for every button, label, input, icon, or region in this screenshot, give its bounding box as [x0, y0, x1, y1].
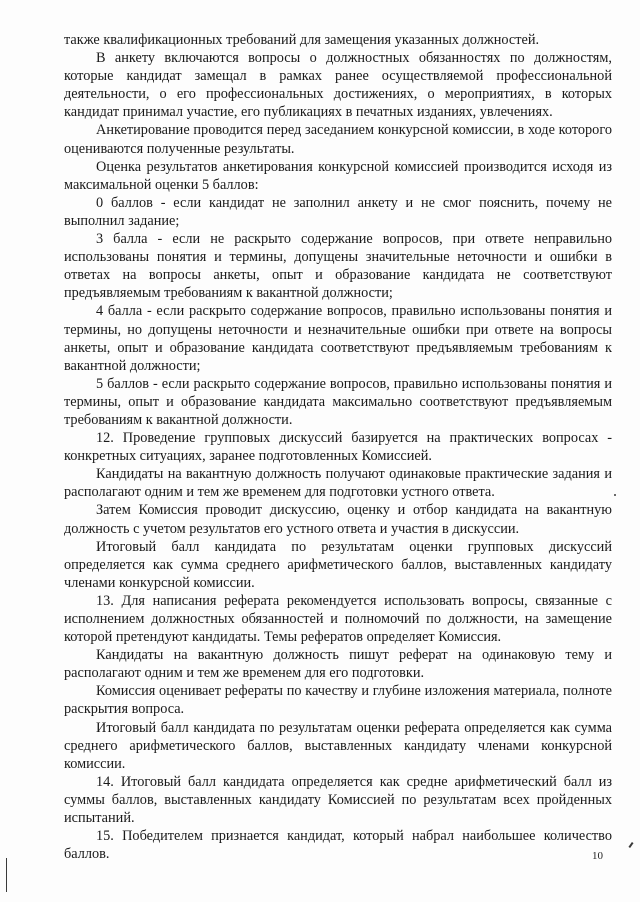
- paragraph-discussion-score: Итоговый балл кандидата по результатам оценки групповых дискуссий определяется как сумма среднего арифметического баллов, выставленных кандидату членами конкурсной комиссии.: [64, 538, 612, 591]
- paragraph-essay-score: Итоговый балл кандидата по результатам оценки реферата определяется как сумма среднего арифметического баллов, выставленных кандидату членами конкурсной комиссии.: [64, 719, 612, 772]
- paragraph-discussion-tasks: Кандидаты на вакантную должность получают одинаковые практические задания и располагают одним и тем же временем для подготовки устного ответа.: [64, 466, 612, 501]
- paragraph-section-13: 13. Для написания реферата рекомендуется использовать вопросы, связанные с исполнением должностных обязанностей и полномочий по должности, на замещение которой претендуют кандидаты. Темы рефератов определяет Комиссия.: [64, 592, 612, 646]
- paragraph-discussion-selection: Затем Комиссия проводит дискуссию, оценку и отбор кандидата на вакантную должность с учетом результатов его устного ответа и участия в дискуссии.: [64, 502, 612, 537]
- paragraph-section-15: 15. Победителем признается кандидат, который набрал наибольшее количество баллов.: [64, 828, 612, 863]
- paragraph-score-5: 5 баллов - если раскрыто содержание вопросов, правильно использованы понятия и термины, опыт и образование кандидата максимально соответствуют предъявляемым требованиям к вакантной должности.: [64, 375, 612, 428]
- paragraph-section-14: 14. Итоговый балл кандидата определяется как средне арифметический балл из суммы баллов, выставленных кандидату Комиссией по результатам всех пройденных испытаний.: [64, 773, 612, 827]
- paragraph-essay-evaluation: Комиссия оценивает рефераты по качеству и глубине изложения материала, полноте раскрытия вопроса.: [64, 683, 612, 718]
- paragraph-questionnaire-content: В анкету включаются вопросы о должностных обязанностях по должностям, которые кандидат замещал в рамках ранее осуществляемой профессиональной деятельности, о его профессиональных достижениях, о мероприятиях, в которых кандидат принимал участие, его публикациях в печатных изданиях, увлечениях.: [64, 50, 612, 121]
- paragraph-scoring-intro: Оценка результатов анкетирования конкурсной комиссией производится исходя из максимальной оценки 5 баллов:: [64, 158, 612, 193]
- document-body: [64, 31, 612, 863]
- scan-dust-dot: [614, 494, 616, 496]
- page-number: 10: [592, 850, 603, 862]
- paragraph-score-3: 3 балла - если не раскрыто содержание вопросов, при ответе неправильно использованы понятия и термины, допущены значительные неточности и ошибки в ответах на вопросы анкеты, опыт и образование кандидата не соответствуют предъявляемым требованиям к вакантной должности;: [64, 231, 612, 302]
- paragraph-questionnaire-timing: Анкетирование проводится перед заседанием конкурсной комиссии, в ходе которого оцениваются полученные результаты.: [64, 122, 612, 157]
- paragraph-score-4: 4 балла - если раскрыто содержание вопросов, правильно использованы понятия и термины, но допущены неточности и незначительные ошибки при ответе на вопросы анкеты, опыт и образование кандидата соответствуют предъявляемым требованиям к вакантной должности;: [64, 303, 612, 374]
- scan-edge-mark: [6, 858, 7, 892]
- scan-pen-mark: [628, 842, 633, 848]
- paragraph-essay-topic: Кандидаты на вакантную должность пишут реферат на одинаковую тему и располагают одним и тем же временем для его подготовки.: [64, 647, 612, 682]
- paragraph-score-0: 0 баллов - если кандидат не заполнил анкету и не смог пояснить, почему не выполнил задание;: [64, 194, 612, 229]
- paragraph-section-12: 12. Проведение групповых дискуссий базируется на практических вопросах - конкретных ситуациях, заранее подготовленных Комиссией.: [64, 430, 612, 465]
- paragraph-continuation: также квалификационных требований для замещения указанных должностей.: [64, 32, 540, 48]
